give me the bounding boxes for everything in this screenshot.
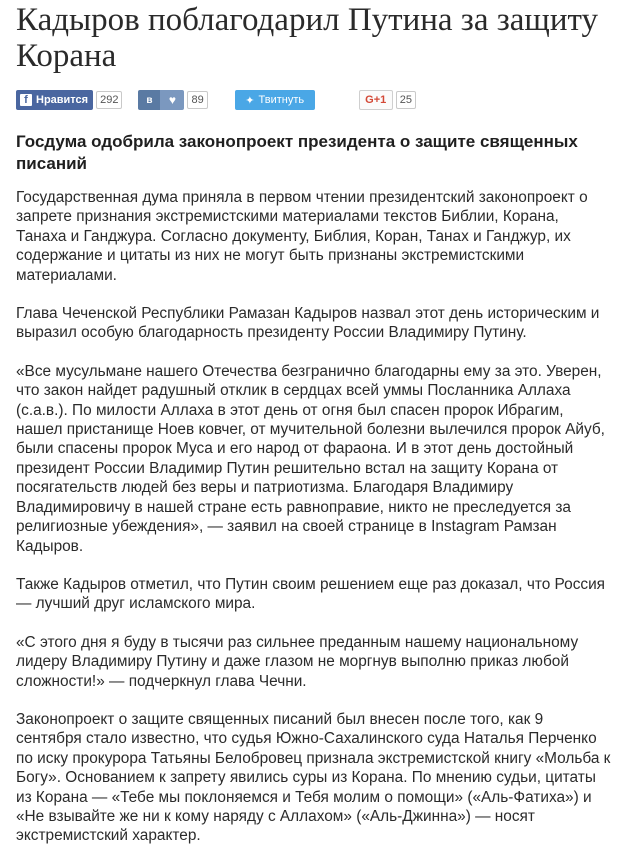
vk-like-button[interactable] [160,90,184,110]
facebook-like-count: 292 [96,91,122,109]
gplus-button[interactable] [359,90,393,110]
facebook-f-icon: f [20,94,32,106]
paragraph: «Все мусульмане нашего Отечества безгранично благодарны ему за это. Уверен, что закон найдет радушный отклик в сердцах всей уммы Посланника Аллаха (с.а.в.). По милости Аллаха в этот день от огня был спасен пророк Ибрагим, нашел пристанище Ноев ковчег, от мучительной болезни вылечился пророк Айуб, были спасены пророк Муса и его народ от фараона. И в этот день достойный президент России Владимир Путин решительно встал на защиту Корана от посягательств людей без веры и патриотизма. Благодаря Владимиру Владимировичу в нашей стране есть равноправие, никто не преследуется за религиозные убеждения», — заявил на своей странице в Instagram Рамзан Кадыров. [16,362,605,555]
paragraph: Законопроект о защите священных писаний был внесен после того, как 9 сентября стало известно, что судья Южно-Сахалинского суда Наталья Перченко по иску прокурора Татьяны Белобровец признала экстремистской книгу «Мольба к Богу». Основанием к запрету явились суры из Корана. По мнению судьи, цитаты из Корана — «Тебе мы поклоняемся и Тебя молим о помощи» («Аль-Фатиха») и «Не взывайте же ни к кому наряду с Аллахом» («Аль-Джинна») — носят экстремистский характер. [16,710,611,845]
article-body [16,188,612,865]
article-subtitle: Госдума одобрила законопроект президента о защите священных писаний [16,132,578,173]
paragraph: Государственная дума приняла в первом чтении президентский законопроект о запрете признания экстремистскими материалами текстов Библии, Корана, Танаха и Ганджура. Согласно документу, Библия, Коран, Танах и Ганджур, их содержание и цитаты из них не могут быть признаны экстремистскими материалами. [16,189,588,284]
gplus-label: G+1 [365,94,387,106]
paragraph: Глава Чеченской Республики Рамазан Кадыров назвал этот день историческим и выразил особую благодарность президенту России Владимиру Путину. [16,305,600,342]
vk-share-button[interactable] [138,90,160,110]
article-title: Кадыров поблагодарил Путина за защиту Корана [16,2,598,74]
twitter-tweet-label: Твитнуть [258,94,305,106]
heart-icon: ♥ [168,93,177,107]
facebook-like-button[interactable] [16,90,93,110]
paragraph: «С этого дня я буду в тысячи раз сильнее преданным нашему национальному лидеру Владимиру Путину и даже глазом не моргнув выполню приказ любой сложности!» — подчеркнул глава Чечни. [16,633,579,690]
vk-share-label: в [146,94,153,106]
twitter-bird-icon: ✦ [245,94,255,107]
twitter-tweet-button[interactable] [235,90,315,110]
paragraph: Также Кадыров отметил, что Путин своим решением еще раз доказал, что Россия — лучший друг исламского мира. [16,575,606,613]
share-bar [16,89,612,111]
gplus-count: 25 [396,91,416,109]
vk-like-count: 89 [187,91,207,109]
facebook-like-label: Нравится [36,94,89,106]
